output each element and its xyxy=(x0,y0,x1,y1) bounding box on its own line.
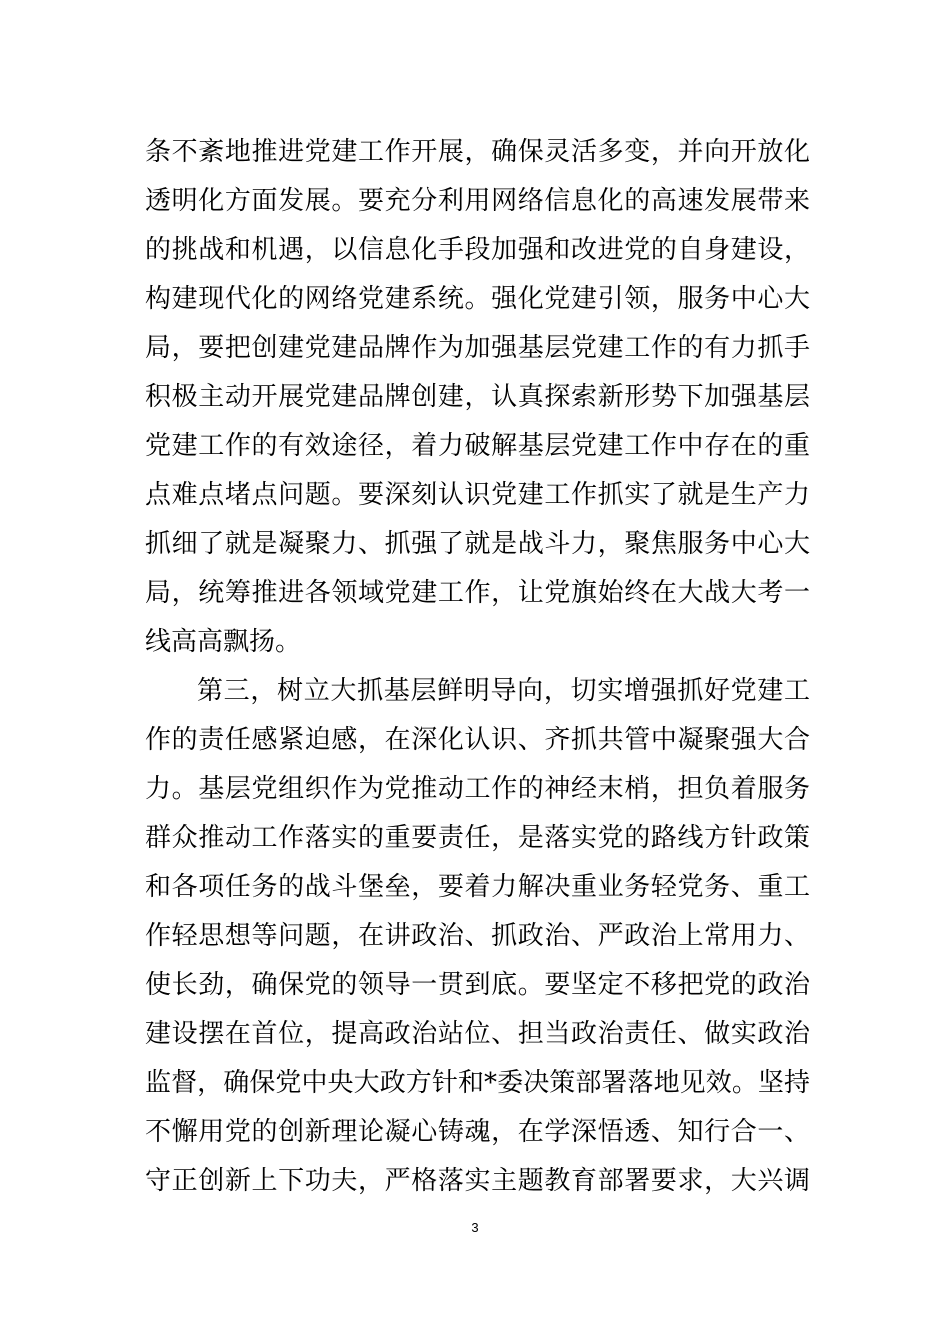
text-line: 抓细了就是凝聚力、抓强了就是战斗力，聚焦服务中心大 xyxy=(145,529,810,559)
text-line: 力。基层党组织作为党推动工作的神经末梢，担负着服务 xyxy=(145,774,810,804)
text-line: 透明化方面发展。要充分利用网络信息化的高速发展带来 xyxy=(145,186,810,216)
text-line: 点难点堵点问题。要深刻认识党建工作抓实了就是生产力 xyxy=(145,480,810,510)
text-line: 使长劲，确保党的领导一贯到底。要坚定不移把党的政治 xyxy=(145,970,810,1000)
text-line: 群众推动工作落实的重要责任，是落实党的路线方针政策 xyxy=(145,823,810,853)
text-line: 积极主动开展党建品牌创建，认真探索新形势下加强基层 xyxy=(145,382,810,412)
paragraph-first-line: 第三，树立大抓基层鲜明导向，切实增强抓好党建工 xyxy=(197,676,810,706)
text-line: 党建工作的有效途径，着力破解基层党建工作中存在的重 xyxy=(145,431,810,461)
text-line: 构建现代化的网络党建系统。强化党建引领，服务中心大 xyxy=(145,284,810,314)
text-line: 作轻思想等问题，在讲政治、抓政治、严政治上常用力、 xyxy=(145,921,810,951)
text-line: 条不紊地推进党建工作开展，确保灵活多变，并向开放化 xyxy=(145,137,810,167)
text-line: 监督，确保党中央大政方针和*委决策部署落地见效。坚持 xyxy=(145,1068,810,1098)
text-line: 的挑战和机遇，以信息化手段加强和改进党的自身建设， xyxy=(145,235,810,265)
text-line: 不懈用党的创新理论凝心铸魂，在学深悟透、知行合一、 xyxy=(145,1117,810,1147)
text-line: 守正创新上下功夫，严格落实主题教育部署要求，大兴调 xyxy=(145,1166,810,1196)
text-line: 线高高飘扬。 xyxy=(145,627,302,657)
text-line: 和各项任务的战斗堡垒，要着力解决重业务轻党务、重工 xyxy=(145,872,810,902)
body-text xyxy=(145,128,810,1206)
text-line: 局，要把创建党建品牌作为加强基层党建工作的有力抓手 xyxy=(145,333,810,363)
page-number: 3 xyxy=(471,1220,479,1235)
text-line: 作的责任感紧迫感，在深化认识、齐抓共管中凝聚强大合 xyxy=(145,725,810,755)
text-line: 建设摆在首位，提高政治站位、担当政治责任、做实政治 xyxy=(145,1019,810,1049)
text-line: 局，统筹推进各领域党建工作，让党旗始终在大战大考一 xyxy=(145,578,810,608)
